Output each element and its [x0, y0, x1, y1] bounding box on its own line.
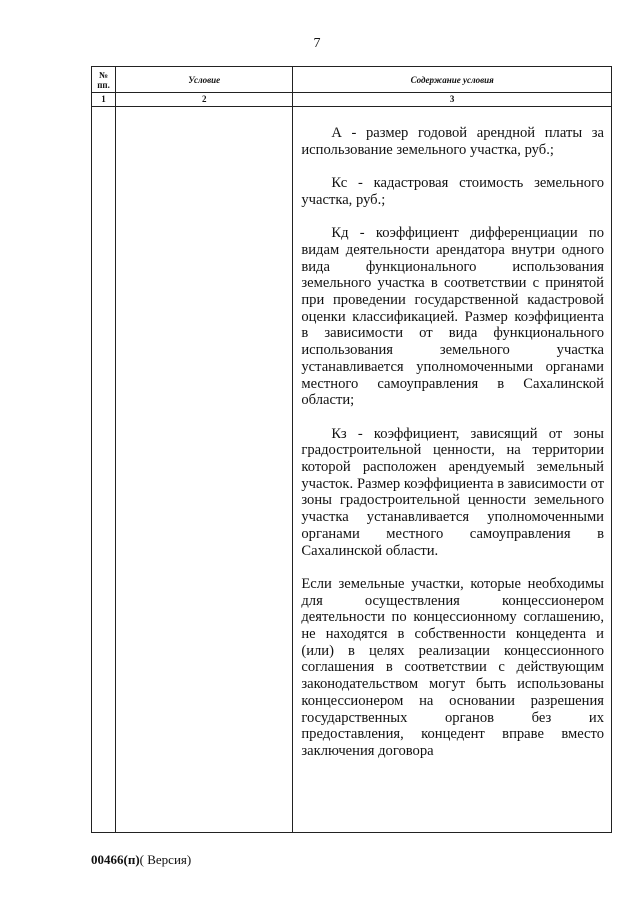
paragraph-ks: Кс - кадастровая стоимость земельного участка, руб.; [301, 175, 604, 208]
header-condition: Условие [116, 67, 293, 93]
paragraph-kd: Кд - коэффициент дифференциации по видам деятельности арендатора внутри одного вида функционального использования земельного участка в соответствии с принятой при проведении государственной кадастровой оценки классификацией. Размер коэффициента в зависимости от вида функционального использования земельного участка устанавливается уполномоченными органами местного самоуправления в Сахалинской области; [301, 225, 604, 409]
content-cell [293, 107, 612, 833]
page-number: 7 [313, 36, 321, 51]
paragraph-a: А - размер годовой арендной платы за использование земельного участка, руб.; [301, 125, 604, 158]
column-index-1: 1 [92, 93, 116, 107]
paragraph-land-plots: Если земельные участки, которые необходимы для осуществления концессионером деятельности по концессионному соглашению, не находятся в собственности концедента и (или) в целях реализации концессионного соглашения в соответствии с действующим законодательством могут быть использованы концессионером на основании разрешения государственных органов без их предоставления, концедент вправе вместо заключения договора [301, 575, 604, 759]
paragraph-kz: Кз - коэффициент, зависящий от зоны градостроительной ценности, на территории которой расположен арендуемый земельный участок. Размер коэффициента в зависимости от зоны градостроительной ценности земельного участка устанавливается уполномоченными органами местного самоуправления в Сахалинской области. [301, 425, 604, 559]
document-footer [91, 852, 191, 868]
column-index-3: 3 [293, 93, 612, 107]
document-code: 00466(п) [91, 852, 140, 867]
number-cell [92, 107, 116, 833]
document-version: ( Версия) [139, 852, 192, 867]
conditions-table [91, 66, 612, 833]
column-index-2: 2 [116, 93, 293, 107]
table-body-row [92, 107, 612, 833]
header-number [92, 67, 116, 93]
content-text [293, 107, 611, 760]
table-header-row [92, 67, 612, 93]
condition-cell [116, 107, 293, 833]
header-number-label: № пп. [97, 69, 110, 90]
header-content: Содержание условия [293, 67, 612, 93]
column-index-row [92, 93, 612, 107]
